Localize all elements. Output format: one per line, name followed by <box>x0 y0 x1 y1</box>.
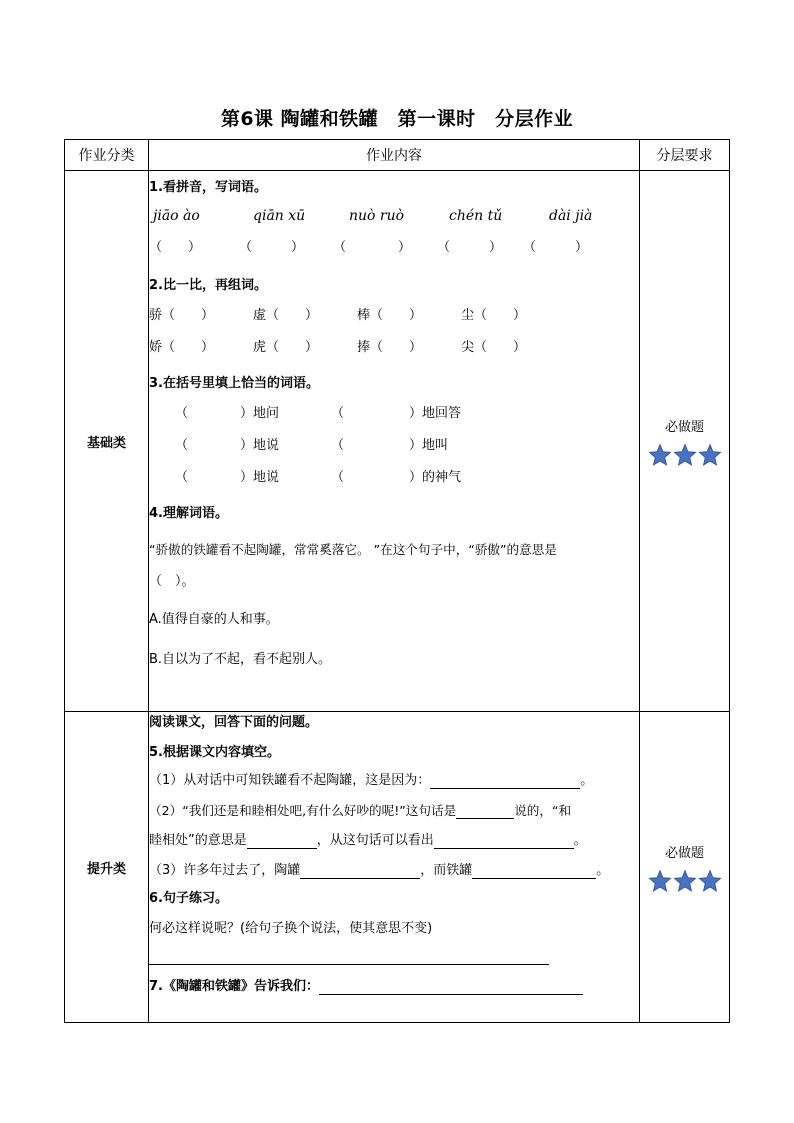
q2-item: 尘（ ） <box>461 308 527 324</box>
q5-item-3-mid: ，而铁罐 <box>420 863 473 879</box>
q7-title: 7.《陶罐和铁罐》告诉我们： <box>149 979 319 995</box>
answer-line <box>319 980 583 995</box>
answer-line <box>430 774 580 789</box>
q5-item-1-end: 。 <box>580 773 594 789</box>
q2-item: 虚（ ） <box>253 308 319 324</box>
q5-item-1 <box>149 770 639 792</box>
q2-title: 2.比一比，再组词。 <box>149 278 267 293</box>
requirement-label: 必做题 <box>664 419 704 435</box>
pinyin-5: dài jià <box>549 207 593 224</box>
q6-title: 6.句子练习。 <box>149 891 228 906</box>
pinyin-1: jiāo ào <box>153 207 200 224</box>
q5-item-2-line-2 <box>149 830 639 852</box>
header-row <box>65 140 730 171</box>
q6-answer-row <box>149 946 639 968</box>
q3-item: （ ）地说 <box>175 438 280 454</box>
pinyin-2: qiān xū <box>253 207 306 224</box>
star-icon <box>698 443 722 467</box>
advanced-row <box>65 712 730 1023</box>
basic-requirement <box>640 171 730 712</box>
star-icon <box>698 869 722 893</box>
q6-text: 何必这样说呢？(给句子换个说法，使其意思不变) <box>149 921 433 937</box>
q4-option-a: A.值得自豪的人和事。 <box>149 612 279 628</box>
q2-row-2 <box>149 337 639 359</box>
q5-item-2b-end: 。 <box>573 833 587 849</box>
q3-row-2 <box>149 435 639 457</box>
basic-category: 基础类 <box>65 171 149 712</box>
q2-item: 棒（ ） <box>357 308 423 324</box>
q3-row-1 <box>149 403 639 425</box>
q2-item: 捧（ ） <box>357 340 423 356</box>
q4-sentence-line-1: “骄傲的铁罐看不起陶罐，常常奚落它。 ”在这个句子中，“骄傲”的意思是 <box>149 542 557 558</box>
answer-line <box>456 804 514 819</box>
q3-item: （ ）地说 <box>175 470 280 486</box>
header-requirement: 分层要求 <box>640 140 730 171</box>
answer-line <box>247 834 317 849</box>
q2-item: 骄（ ） <box>149 308 215 324</box>
answer-line <box>149 950 549 965</box>
star-icon <box>673 443 697 467</box>
q7-row <box>149 976 639 998</box>
q3-item: （ ）地回答 <box>331 406 462 422</box>
answer-line <box>300 864 420 879</box>
bracket-2: （ ） <box>239 240 305 256</box>
header-category: 作业分类 <box>65 140 149 171</box>
pinyin-4: chén tǔ <box>449 207 503 224</box>
star-rating <box>640 869 729 893</box>
star-icon <box>648 443 672 467</box>
header-content: 作业内容 <box>149 140 640 171</box>
q3-item: （ ）地问 <box>175 406 280 422</box>
homework-table <box>64 139 730 1023</box>
q2-item: 娇（ ） <box>149 340 215 356</box>
pinyin-3: nuò ruò <box>349 207 405 224</box>
q2-item: 尖（ ） <box>461 340 527 356</box>
star-icon <box>673 869 697 893</box>
advanced-category: 提升类 <box>65 712 149 1023</box>
advanced-intro: 阅读课文，回答下面的问题。 <box>149 715 319 730</box>
q3-item: （ ）地叫 <box>331 438 449 454</box>
requirement-label: 必做题 <box>664 845 704 861</box>
q5-item-1-text: （1）从对话中可知铁罐看不起陶罐，这是因为： <box>149 773 431 789</box>
star-icon <box>648 869 672 893</box>
page-title: 第6课 陶罐和铁罐 第一课时 分层作业 <box>220 108 574 130</box>
answer-line <box>472 864 596 879</box>
q3-row-3 <box>149 467 639 489</box>
q5-item-3-end: 。 <box>596 863 610 879</box>
q5-item-2-text: （2）“我们还是和睦相处吧,有什么好吵的呢!”这句话是 <box>149 803 457 819</box>
q5-item-2-mid: 说的，“和 <box>514 803 572 819</box>
bracket-1: （ ） <box>149 240 202 256</box>
q4-option-b: B.自以为了不起，看不起别人。 <box>149 652 332 668</box>
advanced-requirement <box>640 712 730 1023</box>
q4-title: 4.理解词语。 <box>149 506 228 521</box>
advanced-content <box>149 712 640 1023</box>
q1-pinyin-row <box>149 205 639 227</box>
basic-row <box>65 171 730 712</box>
q5-item-3-text: （3）许多年过去了，陶罐 <box>149 863 301 879</box>
q2-row-1 <box>149 305 639 327</box>
q5-item-2b-mid: ，从这句话可以看出 <box>316 833 434 849</box>
answer-line <box>434 834 574 849</box>
q3-item: （ ）的神气 <box>331 470 462 486</box>
q2-item: 虎（ ） <box>253 340 319 356</box>
star-rating <box>640 443 729 467</box>
basic-content <box>149 171 640 712</box>
q5-item-2 <box>149 800 639 822</box>
bracket-3: （ ） <box>333 240 412 256</box>
q3-title: 3.在括号里填上恰当的词语。 <box>149 376 319 391</box>
q5-item-3 <box>149 860 639 882</box>
q5-title: 5.根据课文内容填空。 <box>149 745 280 760</box>
q1-bracket-row <box>149 237 639 259</box>
q4-sentence-line-2: （ ）。 <box>149 574 195 590</box>
bracket-4: （ ） <box>437 240 503 256</box>
q5-item-2b-text: 睦相处”的意思是 <box>149 833 247 849</box>
bracket-5: （ ） <box>523 240 589 256</box>
q1-title: 1.看拼音，写词语。 <box>149 180 267 195</box>
